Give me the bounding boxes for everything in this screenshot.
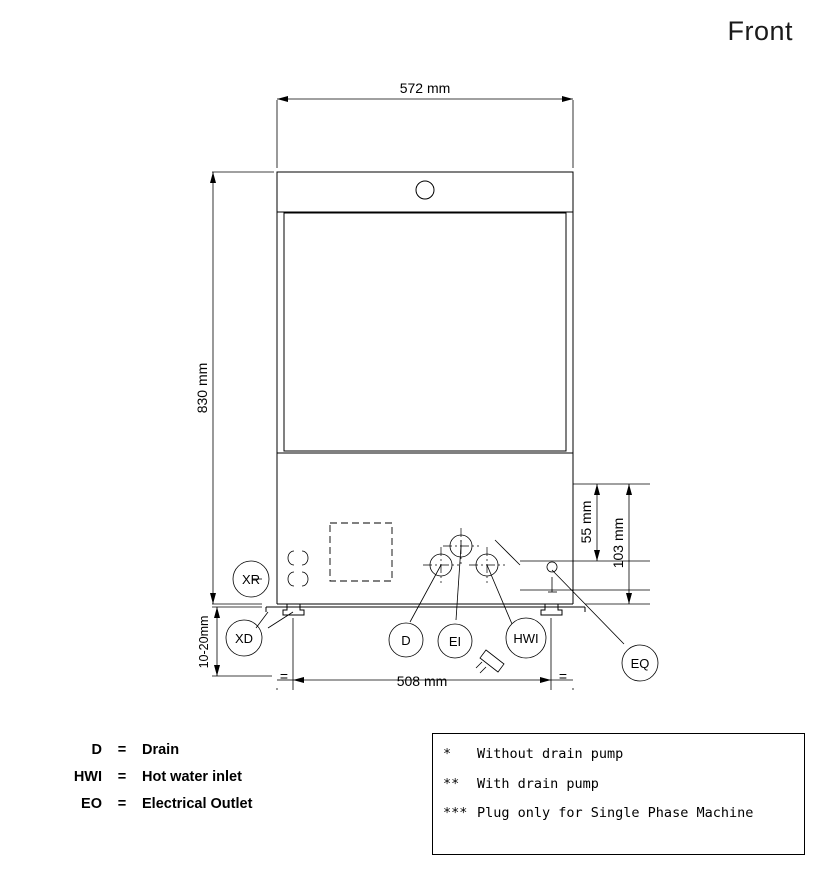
note-text-2: With drain pump	[477, 775, 599, 792]
legend-key-eo: EO	[81, 796, 102, 812]
notes-box	[432, 733, 805, 855]
legend-row-eo	[40, 796, 370, 812]
dimension-width-508	[277, 618, 573, 690]
dim-label-572: 572 mm	[399, 80, 451, 96]
callout-xr	[233, 561, 269, 597]
note-row-1	[443, 748, 804, 762]
note-mark-1: *	[443, 746, 452, 762]
legend-row-d	[40, 742, 370, 758]
dimension-height-830	[194, 172, 274, 604]
note-mark-3: ***	[443, 805, 468, 821]
legend-row-hwi	[40, 769, 370, 785]
dim-label-830: 830 mm	[194, 362, 210, 414]
dim-label-55: 55 mm	[578, 500, 594, 544]
callout-hwi	[506, 618, 546, 658]
callout-ei	[438, 624, 472, 658]
machine-outline	[266, 172, 585, 615]
callout-xd-label: XD	[234, 631, 254, 646]
view-title: Front	[727, 16, 793, 46]
dim-label-103: 103 mm	[610, 517, 626, 569]
note-text-3: Plug only for Single Phase Machine	[477, 805, 754, 821]
dim-label-equal-left: =	[279, 668, 289, 684]
legend-equals-d: =	[117, 742, 127, 758]
dim-label-foot-adjust: 10-20mm	[197, 615, 211, 669]
legend-key-hwi: HWI	[73, 769, 102, 785]
dim-label-508: 508 mm	[396, 673, 448, 689]
legend-key-d: D	[91, 742, 102, 758]
legend-value-d: Drain	[142, 742, 180, 758]
callout-eq-label: EQ	[630, 656, 650, 671]
note-row-3	[443, 807, 804, 821]
dimension-width-572	[277, 80, 573, 168]
legend-value-eo: Electrical Outlet	[142, 796, 253, 812]
callout-eq	[622, 645, 658, 681]
note-row-2	[443, 775, 804, 792]
callout-ei-label: EI	[448, 634, 462, 649]
dim-label-equal-right: =	[558, 668, 568, 684]
callout-hwi-label: HWI	[513, 631, 539, 646]
legend	[40, 742, 370, 823]
callout-xd	[226, 620, 262, 656]
callout-xr-label: XR	[241, 572, 261, 587]
dimension-heights-right	[520, 484, 650, 604]
legend-value-hwi: Hot water inlet	[142, 769, 242, 785]
note-text-1: Without drain pump	[477, 746, 624, 762]
legend-equals-hwi: =	[117, 769, 127, 785]
callout-d	[389, 623, 423, 657]
port-symbols	[288, 528, 557, 673]
legend-equals-eo: =	[117, 796, 127, 812]
note-mark-2: **	[443, 775, 460, 792]
callout-d-label: D	[401, 633, 411, 648]
